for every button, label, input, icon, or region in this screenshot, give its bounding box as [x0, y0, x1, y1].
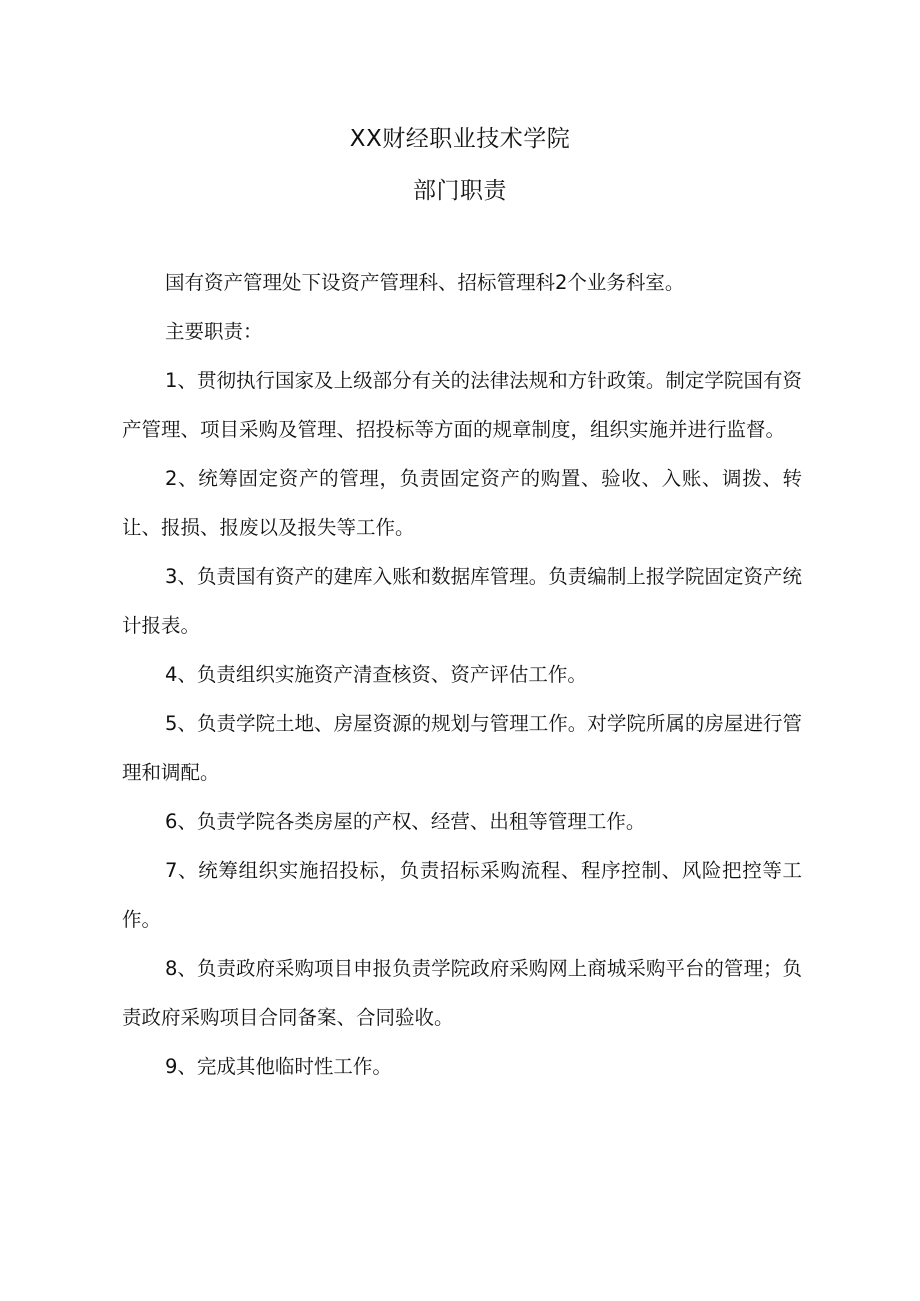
duty-item-6: 6、负责学院各类房屋的产权、经营、出租等管理工作。	[165, 810, 646, 833]
duty-item-3: 3、负责国有资产的建库入账和数据库管理。负责编制上报学院固定资产统计报表。	[122, 565, 802, 637]
duties-heading: 主要职责：	[165, 320, 263, 343]
document-body	[122, 258, 802, 1091]
duty-item-8: 8、负责政府采购项目申报负责学院政府采购网上商城采购平台的管理；负责政府采购项目合同备案、合同验收。	[122, 957, 802, 1029]
duty-item-9: 9、完成其他临时性工作。	[165, 1055, 392, 1078]
duty-item-1: 1、贯彻执行国家及上级部分有关的法律法规和方针政策。制定学院国有资产管理、项目采购及管理、招投标等方面的规章制度，组织实施并进行监督。	[122, 369, 802, 441]
duty-item-7: 7、统筹组织实施招投标，负责招标采购流程、程序控制、风险把控等工作。	[122, 859, 802, 931]
document-title: XX财经职业技术学院	[349, 126, 571, 152]
intro-paragraph: 国有资产管理处下设资产管理科、招标管理科2个业务科室。	[165, 271, 685, 294]
duty-item-4: 4、负责组织实施资产清查核资、资产评估工作。	[165, 663, 587, 686]
duty-item-5: 5、负责学院土地、房屋资源的规划与管理工作。对学院所属的房屋进行管理和调配。	[122, 712, 802, 784]
duty-item-2: 2、统筹固定资产的管理，负责固定资产的购置、验收、入账、调拨、转让、报损、报废以及报失等工作。	[122, 467, 802, 539]
document-subtitle: 部门职责	[413, 178, 507, 204]
